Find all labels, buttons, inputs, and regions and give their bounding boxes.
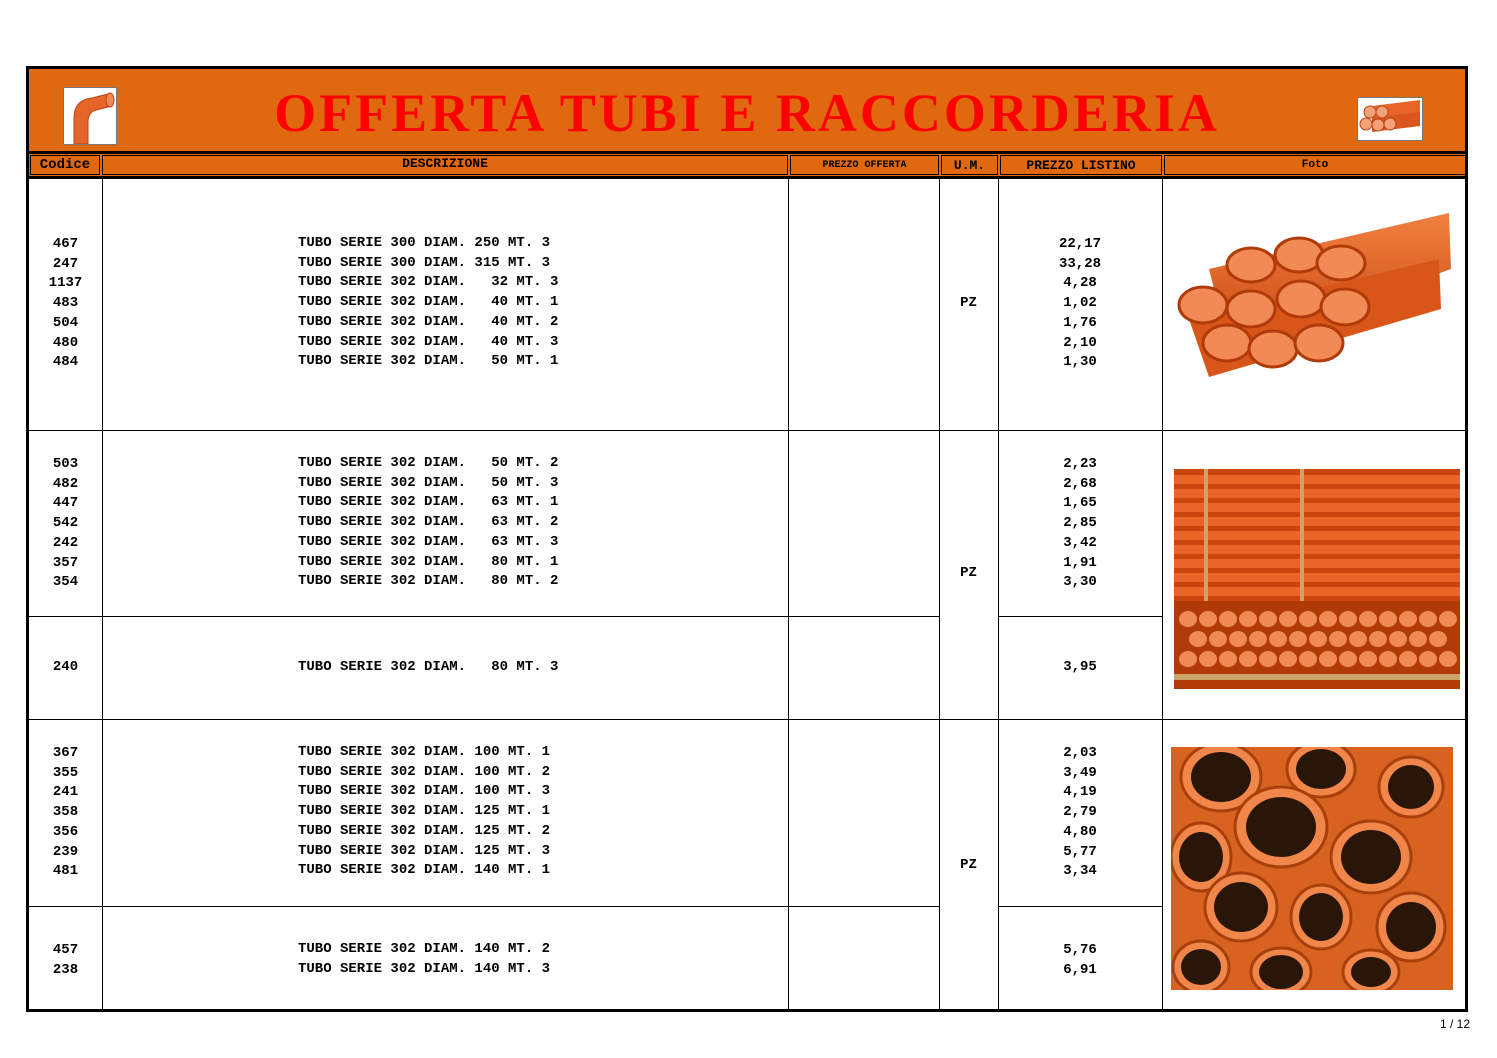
- codes-list: 503 482 447 542 242 357 354: [52, 456, 79, 591]
- header-codice: Codice: [30, 155, 100, 175]
- group-divider: [29, 430, 1465, 431]
- prices-list: 5,76 6,91: [1063, 942, 1097, 978]
- descriptions-list: TUBO SERIE 302 DIAM. 80 MT. 3: [298, 659, 559, 675]
- header-descrizione: DESCRIZIONE: [102, 155, 788, 175]
- codes-list: 240: [52, 659, 79, 675]
- col-divider: [1162, 179, 1163, 1009]
- pipes-stack-photo: [1174, 469, 1460, 689]
- prices-list: 3,95: [1063, 659, 1097, 675]
- descriptions-list: TUBO SERIE 302 DIAM. 50 MT. 2 TUBO SERIE 302 DIAM. 50 MT. 3 TUBO SERIE 302 DIAM. 63 MT. 1 TUBO SERIE 302 DIAM. 63 MT. 2 TUBO SERIE 302 DIAM. 63 MT. 3 TUBO SERIE 302 DIAM. 80 MT. 1 TUBO SERIE 302 DIAM. 80 MT. 2: [298, 455, 559, 590]
- sub-row-divider: [29, 616, 939, 617]
- price-sheet: [26, 66, 1468, 1012]
- pipes-bundle-icon: [1357, 97, 1423, 141]
- sub-row-divider: [998, 616, 1162, 617]
- unit-of-measure: PZ: [960, 295, 977, 311]
- descriptions-list: TUBO SERIE 302 DIAM. 140 MT. 2 TUBO SERIE 302 DIAM. 140 MT. 3: [298, 941, 551, 977]
- header-prezzo-listino: PREZZO LISTINO: [1000, 155, 1162, 175]
- prices-list: 2,23 2,68 1,65 2,85 3,42 1,91 3,30: [1063, 456, 1097, 591]
- descriptions-list: TUBO SERIE 300 DIAM. 250 MT. 3 TUBO SERIE 300 DIAM. 315 MT. 3 TUBO SERIE 302 DIAM. 32 MT. 3 TUBO SERIE 302 DIAM. 40 MT. 1 TUBO SERIE 302 DIAM. 40 MT. 2 TUBO SERIE 302 DIAM. 40 MT. 3 TUBO SERIE 302 DIAM. 50 MT. 1: [298, 235, 559, 370]
- page-title: OFFERTA TUBI E RACCORDERIA: [274, 83, 1220, 143]
- codes-list: 457 238: [52, 942, 79, 978]
- pipes-bundle-photo: [1169, 209, 1455, 379]
- header-foto: Foto: [1164, 155, 1466, 175]
- header-um: U.M.: [941, 155, 998, 175]
- codes-list: 467 247 1137 483 504 480 484: [48, 236, 83, 371]
- header-prezzo-offerta: PREZZO OFFERTA: [790, 155, 939, 175]
- title-banner: [29, 69, 1465, 154]
- pipes-closeup-photo: [1171, 747, 1453, 990]
- page-number: 1 / 12: [1439, 1017, 1470, 1031]
- codes-list: 367 355 241 358 356 239 481: [52, 745, 79, 880]
- table-header: [29, 154, 1465, 179]
- group-divider: [29, 719, 1465, 720]
- col-divider: [102, 179, 103, 1009]
- sub-row-divider: [998, 906, 1162, 907]
- prices-list: 22,17 33,28 4,28 1,02 1,76 2,10 1,30: [1058, 236, 1101, 371]
- sub-row-divider: [29, 906, 939, 907]
- col-divider: [788, 179, 789, 1009]
- descriptions-list: TUBO SERIE 302 DIAM. 100 MT. 1 TUBO SERIE 302 DIAM. 100 MT. 2 TUBO SERIE 302 DIAM. 100 MT. 3 TUBO SERIE 302 DIAM. 125 MT. 1 TUBO SERIE 302 DIAM. 125 MT. 2 TUBO SERIE 302 DIAM. 125 MT. 3 TUBO SERIE 302 DIAM. 140 MT. 1: [298, 744, 551, 879]
- prices-list: 2,03 3,49 4,19 2,79 4,80 5,77 3,34: [1063, 745, 1097, 880]
- unit-of-measure: PZ: [960, 857, 977, 873]
- unit-of-measure: PZ: [960, 565, 977, 581]
